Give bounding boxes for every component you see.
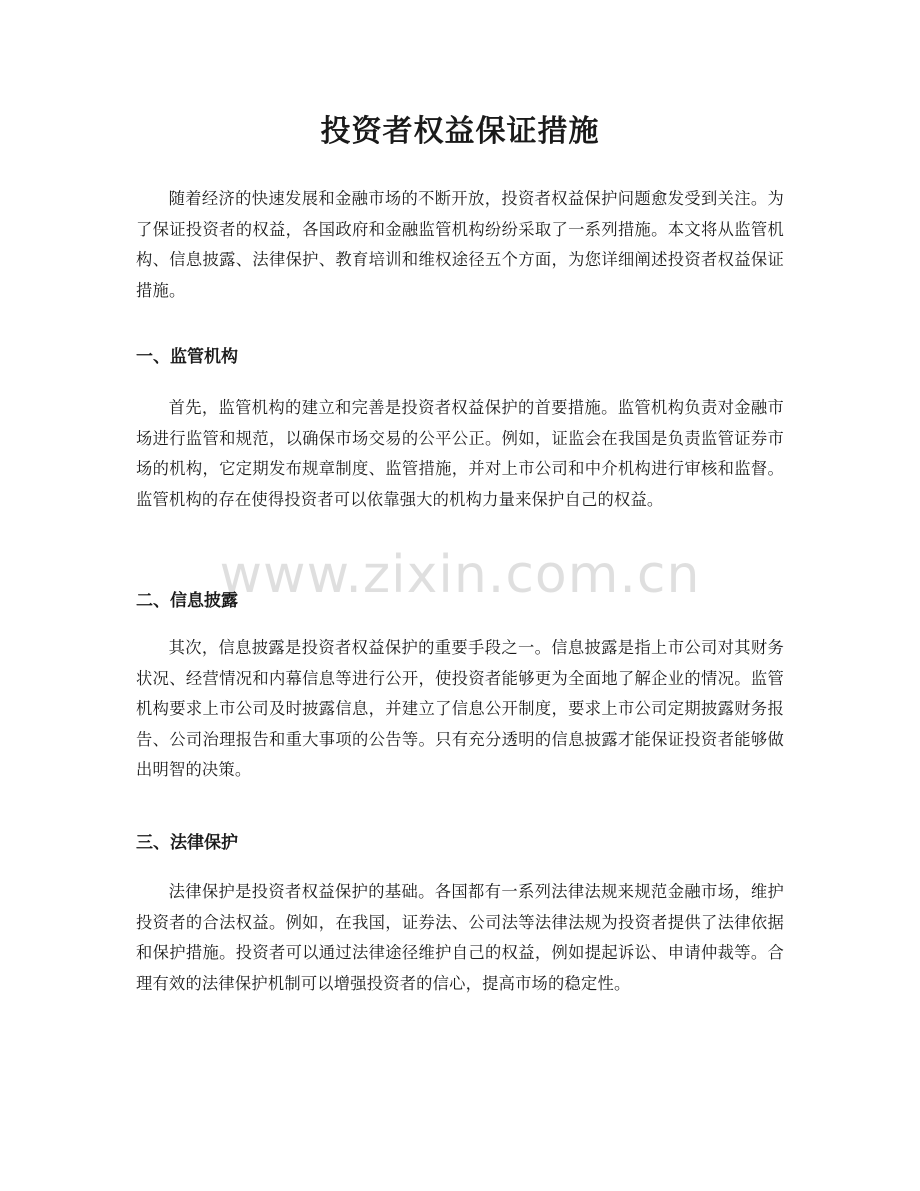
section-body-legal: 法律保护是投资者权益保护的基础。各国都有一系列法律法规来规范金融市场，维护投资者的合法权益。例如，在我国，证券法、公司法等法律法规为投资者提供了法律依据和保护措施。投资者可以通过法律途径维护自己的权益，例如提起诉讼、申请仲裁等。合理有效的法律保护机制可以增强投资者的信心，提高市场的稳定性。 xyxy=(136,882,784,993)
section-body-disclosure: 其次，信息披露是投资者权益保护的重要手段之一。信息披露是指上市公司对其财务状况、经营情况和内幕信息等进行公开，使投资者能够更为全面地了解企业的情况。监管机构要求上市公司及时披露信息，并建立了信息公开制度，要求上市公司定期披露财务报告、公司治理报告和重大事项的公告等。只有充分透明的信息披露才能保证投资者能够做出明智的决策。 xyxy=(136,638,784,779)
section-heading-legal: 三、法律保护 xyxy=(136,833,238,853)
watermark: www.zixin.com.cn xyxy=(219,545,701,605)
section-body-regulators: 首先，监管机构的建立和完善是投资者权益保护的首要措施。监管机构负责对金融市场进行监管和规范，以确保市场交易的公平公正。例如，证监会在我国是负责监管证券市场的机构，它定期发布规章制度、监管措施，并对上市公司和中介机构进行审核和监督。监管机构的存在使得投资者可以依靠强大的机构力量来保护自己的权益。 xyxy=(136,398,784,509)
section-heading-disclosure: 二、信息披露 xyxy=(136,591,238,611)
intro-paragraph: 随着经济的快速发展和金融市场的不断开放，投资者权益保护问题愈发受到关注。为了保证投资者的权益，各国政府和金融监管机构纷纷采取了一系列措施。本文将从监管机构、信息披露、法律保护、教育培训和维权途径五个方面，为您详细阐述投资者权益保证措施。 xyxy=(136,189,784,300)
page-title: 投资者权益保证措施 xyxy=(320,114,600,149)
section-heading-regulators: 一、监管机构 xyxy=(136,347,238,367)
